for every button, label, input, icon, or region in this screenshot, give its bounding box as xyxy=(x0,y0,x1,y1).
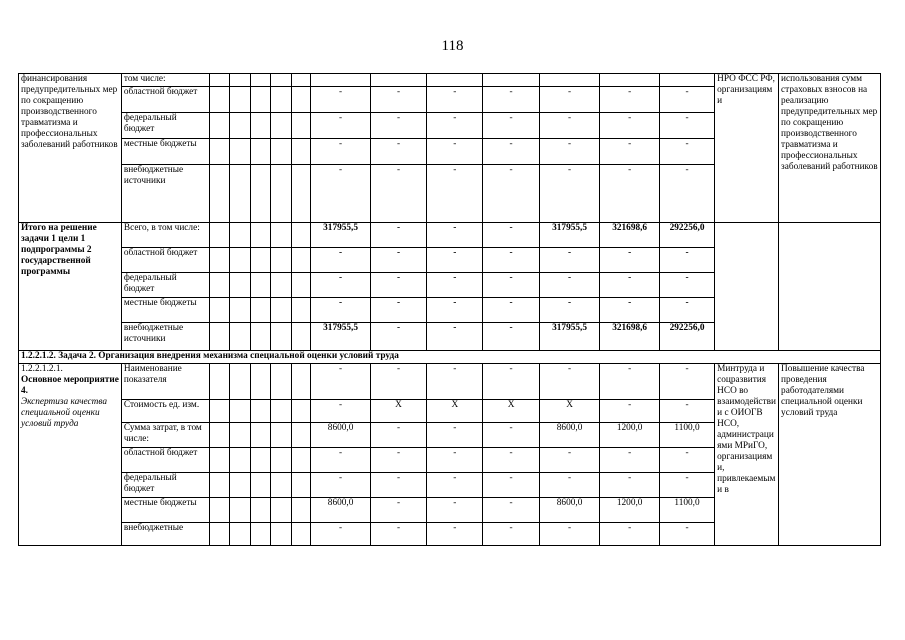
empty-cell xyxy=(291,473,310,498)
empty-cell xyxy=(209,448,230,473)
value-cell: - xyxy=(427,248,483,273)
empty-cell xyxy=(230,248,251,273)
empty-cell xyxy=(209,400,230,423)
value-cell: 292256,0 xyxy=(659,223,714,248)
value-cell: 1100,0 xyxy=(659,423,714,448)
empty-cell xyxy=(209,248,230,273)
value-cell: - xyxy=(539,113,600,139)
empty-cell xyxy=(271,248,292,273)
empty-cell xyxy=(250,448,271,473)
table-row xyxy=(19,364,881,400)
row-label: местные бюджеты xyxy=(121,298,209,323)
row-label: внебюджетные источники xyxy=(121,165,209,223)
value-cell: - xyxy=(370,473,426,498)
value-cell: - xyxy=(427,448,483,473)
empty-cell xyxy=(250,323,271,351)
empty-cell xyxy=(230,298,251,323)
value-cell: - xyxy=(370,523,426,546)
value-cell: - xyxy=(659,165,714,223)
value-cell: - xyxy=(311,523,371,546)
value-cell: - xyxy=(659,400,714,423)
value-cell: - xyxy=(539,165,600,223)
empty-cell xyxy=(230,113,251,139)
value-cell: - xyxy=(483,223,539,248)
value-cell: - xyxy=(370,273,426,298)
empty-cell xyxy=(250,523,271,546)
executors: Минтруда и соцразвития НСО во взаимодействии с ОИОГВ НСО, администрациями МРиГО, организациями, привлекаемыми в xyxy=(715,364,779,546)
value-cell: - xyxy=(539,298,600,323)
measure-cell xyxy=(19,364,122,546)
value-cell: - xyxy=(370,298,426,323)
empty-cell xyxy=(291,248,310,273)
value-cell: - xyxy=(659,113,714,139)
value-cell: - xyxy=(483,423,539,448)
value-cell: - xyxy=(539,139,600,165)
value-cell: - xyxy=(659,364,714,400)
value-cell: X xyxy=(483,400,539,423)
value-cell xyxy=(311,74,371,87)
executors: НРО ФСС РФ, организациями xyxy=(715,74,779,223)
value-cell: - xyxy=(659,523,714,546)
table-row xyxy=(19,223,881,248)
empty-cell xyxy=(209,298,230,323)
empty-cell xyxy=(209,364,230,400)
empty-cell xyxy=(291,87,310,113)
empty-cell xyxy=(291,113,310,139)
value-cell: - xyxy=(311,400,371,423)
value-cell: - xyxy=(600,523,660,546)
page-number: 118 xyxy=(441,38,464,54)
value-cell xyxy=(427,74,483,87)
empty-cell xyxy=(209,523,230,546)
value-cell: - xyxy=(659,273,714,298)
value-cell: - xyxy=(483,273,539,298)
value-cell: - xyxy=(600,273,660,298)
empty-cell xyxy=(250,498,271,523)
value-cell: - xyxy=(427,364,483,400)
value-cell: - xyxy=(600,364,660,400)
empty-cell xyxy=(271,400,292,423)
value-cell: - xyxy=(659,139,714,165)
value-cell: - xyxy=(370,139,426,165)
value-cell: 8600,0 xyxy=(539,498,600,523)
value-cell: - xyxy=(427,498,483,523)
value-cell xyxy=(483,74,539,87)
empty-cell xyxy=(209,273,230,298)
value-cell: - xyxy=(427,113,483,139)
empty-cell xyxy=(250,423,271,448)
value-cell: - xyxy=(600,448,660,473)
empty-cell xyxy=(291,448,310,473)
value-cell: - xyxy=(600,165,660,223)
value-cell: X xyxy=(370,400,426,423)
empty-cell xyxy=(230,423,251,448)
row-label: том числе: xyxy=(121,74,209,87)
empty-cell xyxy=(209,323,230,351)
empty-cell xyxy=(291,498,310,523)
value-cell: - xyxy=(600,113,660,139)
value-cell: - xyxy=(659,298,714,323)
empty-cell xyxy=(230,87,251,113)
empty-cell xyxy=(209,139,230,165)
empty-cell xyxy=(271,113,292,139)
table-row xyxy=(19,74,881,87)
value-cell: - xyxy=(483,473,539,498)
value-cell: - xyxy=(659,448,714,473)
row-label: областной бюджет xyxy=(121,87,209,113)
empty-cell xyxy=(271,223,292,248)
empty-cell xyxy=(291,423,310,448)
empty-cell xyxy=(250,87,271,113)
value-cell: - xyxy=(311,273,371,298)
value-cell: 292256,0 xyxy=(659,323,714,351)
empty-cell xyxy=(291,400,310,423)
empty-cell xyxy=(291,223,310,248)
value-cell: - xyxy=(600,248,660,273)
measure-description: Экспертиза качества специальной оценки условий труда xyxy=(21,397,108,429)
value-cell: - xyxy=(659,87,714,113)
value-cell: 317955,5 xyxy=(539,323,600,351)
value-cell: - xyxy=(370,113,426,139)
measure-name: финансирования предупредительных мер по сокращению производственного травматизма и профессиональных заболеваний работников xyxy=(19,74,122,223)
empty-cell xyxy=(250,223,271,248)
row-label: местные бюджеты xyxy=(121,139,209,165)
value-cell: 8600,0 xyxy=(539,423,600,448)
value-cell: 1100,0 xyxy=(659,498,714,523)
value-cell: - xyxy=(600,400,660,423)
empty-cell xyxy=(271,473,292,498)
value-cell: - xyxy=(311,165,371,223)
empty-cell xyxy=(250,74,271,87)
row-label: областной бюджет xyxy=(121,248,209,273)
empty-cell xyxy=(250,473,271,498)
value-cell: - xyxy=(659,473,714,498)
row-label: Наименование показателя xyxy=(121,364,209,400)
row-label: областной бюджет xyxy=(121,448,209,473)
empty-cell xyxy=(291,139,310,165)
empty-cell xyxy=(230,223,251,248)
value-cell: - xyxy=(370,223,426,248)
empty-cell xyxy=(271,423,292,448)
value-cell: - xyxy=(539,448,600,473)
empty-cell xyxy=(271,139,292,165)
empty-cell xyxy=(230,400,251,423)
empty-cell xyxy=(715,223,779,351)
empty-cell xyxy=(209,87,230,113)
empty-cell xyxy=(271,323,292,351)
value-cell: - xyxy=(311,139,371,165)
empty-cell xyxy=(209,74,230,87)
empty-cell xyxy=(271,87,292,113)
empty-cell xyxy=(209,498,230,523)
task-header-row xyxy=(19,351,881,364)
row-label: внебюджетные xyxy=(121,523,209,546)
value-cell xyxy=(370,74,426,87)
value-cell: - xyxy=(600,87,660,113)
empty-cell xyxy=(271,74,292,87)
value-cell: - xyxy=(539,87,600,113)
empty-cell xyxy=(230,364,251,400)
empty-cell xyxy=(250,139,271,165)
empty-cell xyxy=(250,400,271,423)
empty-cell xyxy=(250,273,271,298)
empty-cell xyxy=(271,523,292,546)
value-cell: - xyxy=(370,323,426,351)
value-cell: 321698,6 xyxy=(600,323,660,351)
empty-cell xyxy=(271,273,292,298)
value-cell: - xyxy=(539,473,600,498)
value-cell: - xyxy=(427,473,483,498)
value-cell: X xyxy=(427,400,483,423)
empty-cell xyxy=(250,248,271,273)
value-cell: - xyxy=(370,498,426,523)
value-cell: - xyxy=(539,273,600,298)
empty-cell xyxy=(291,298,310,323)
value-cell: - xyxy=(427,323,483,351)
measure-code: 1.2.2.1.2.1. xyxy=(21,364,63,374)
task-header: 1.2.2.1.2. Задача 2. Организация внедрения механизма специальной оценки условий труда xyxy=(19,351,881,364)
row-label: федеральный бюджет xyxy=(121,273,209,298)
empty-cell xyxy=(250,364,271,400)
value-cell: - xyxy=(483,523,539,546)
empty-cell xyxy=(271,498,292,523)
value-cell: 1200,0 xyxy=(600,423,660,448)
empty-cell xyxy=(291,273,310,298)
value-cell: - xyxy=(483,498,539,523)
value-cell: - xyxy=(427,139,483,165)
row-label: Всего, в том числе: xyxy=(121,223,209,248)
value-cell: - xyxy=(427,165,483,223)
empty-cell xyxy=(230,165,251,223)
row-label: федеральный бюджет xyxy=(121,113,209,139)
value-cell: - xyxy=(483,448,539,473)
expected-result: использования сумм страховых взносов на реализацию предупредительных мер по сокращению производственного травматизма и профессиональных заболеваний работников xyxy=(779,74,881,223)
value-cell: 317955,5 xyxy=(311,223,371,248)
value-cell: - xyxy=(311,113,371,139)
empty-cell xyxy=(209,223,230,248)
value-cell: 8600,0 xyxy=(311,498,371,523)
empty-cell xyxy=(209,473,230,498)
value-cell: - xyxy=(600,298,660,323)
value-cell: 1200,0 xyxy=(600,498,660,523)
empty-cell xyxy=(291,364,310,400)
empty-cell xyxy=(209,113,230,139)
row-label: Сумма затрат, в том числе: xyxy=(121,423,209,448)
value-cell: - xyxy=(311,364,371,400)
value-cell: - xyxy=(427,423,483,448)
value-cell xyxy=(539,74,600,87)
value-cell: 321698,6 xyxy=(600,223,660,248)
program-table xyxy=(18,73,881,546)
empty-cell xyxy=(250,298,271,323)
value-cell: - xyxy=(311,248,371,273)
empty-cell xyxy=(271,364,292,400)
value-cell: - xyxy=(311,298,371,323)
empty-cell xyxy=(250,165,271,223)
value-cell: - xyxy=(483,364,539,400)
empty-cell xyxy=(230,448,251,473)
value-cell xyxy=(659,74,714,87)
value-cell: - xyxy=(427,523,483,546)
value-cell: - xyxy=(370,364,426,400)
row-label: Стоимость ед. изм. xyxy=(121,400,209,423)
value-cell: - xyxy=(311,473,371,498)
empty-cell xyxy=(230,74,251,87)
value-cell: - xyxy=(483,87,539,113)
value-cell: - xyxy=(370,165,426,223)
row-label: федеральный бюджет xyxy=(121,473,209,498)
value-cell: - xyxy=(311,448,371,473)
empty-cell xyxy=(230,273,251,298)
value-cell: - xyxy=(370,448,426,473)
empty-cell xyxy=(779,223,881,351)
value-cell: - xyxy=(370,87,426,113)
value-cell: - xyxy=(483,139,539,165)
value-cell: - xyxy=(427,223,483,248)
value-cell: - xyxy=(539,248,600,273)
value-cell: 8600,0 xyxy=(311,423,371,448)
value-cell: - xyxy=(483,323,539,351)
value-cell: - xyxy=(483,165,539,223)
empty-cell xyxy=(230,498,251,523)
value-cell: - xyxy=(370,248,426,273)
value-cell: - xyxy=(427,87,483,113)
empty-cell xyxy=(230,323,251,351)
value-cell: - xyxy=(483,113,539,139)
row-label: внебюджетные источники xyxy=(121,323,209,351)
value-cell xyxy=(600,74,660,87)
empty-cell xyxy=(209,165,230,223)
value-cell: X xyxy=(539,400,600,423)
total-name: Итого на решение задачи 1 цели 1 подпрограммы 2 государственной программы xyxy=(19,223,122,351)
value-cell: - xyxy=(427,298,483,323)
value-cell: 317955,5 xyxy=(539,223,600,248)
value-cell: - xyxy=(600,139,660,165)
expected-result: Повышение качества проведения работодателями специальной оценки условий труда xyxy=(779,364,881,546)
value-cell: 317955,5 xyxy=(311,323,371,351)
value-cell: - xyxy=(483,248,539,273)
value-cell: - xyxy=(659,248,714,273)
value-cell: - xyxy=(311,87,371,113)
empty-cell xyxy=(230,473,251,498)
row-label: местные бюджеты xyxy=(121,498,209,523)
empty-cell xyxy=(271,298,292,323)
measure-title: Основное мероприятие 4. xyxy=(21,375,119,396)
value-cell: - xyxy=(600,473,660,498)
empty-cell xyxy=(230,139,251,165)
empty-cell xyxy=(209,423,230,448)
empty-cell xyxy=(250,113,271,139)
value-cell: - xyxy=(483,298,539,323)
value-cell: - xyxy=(539,523,600,546)
empty-cell xyxy=(271,448,292,473)
empty-cell xyxy=(271,165,292,223)
empty-cell xyxy=(291,74,310,87)
empty-cell xyxy=(291,523,310,546)
value-cell: - xyxy=(539,364,600,400)
empty-cell xyxy=(291,323,310,351)
empty-cell xyxy=(291,165,310,223)
value-cell: - xyxy=(370,423,426,448)
empty-cell xyxy=(230,523,251,546)
value-cell: - xyxy=(427,273,483,298)
